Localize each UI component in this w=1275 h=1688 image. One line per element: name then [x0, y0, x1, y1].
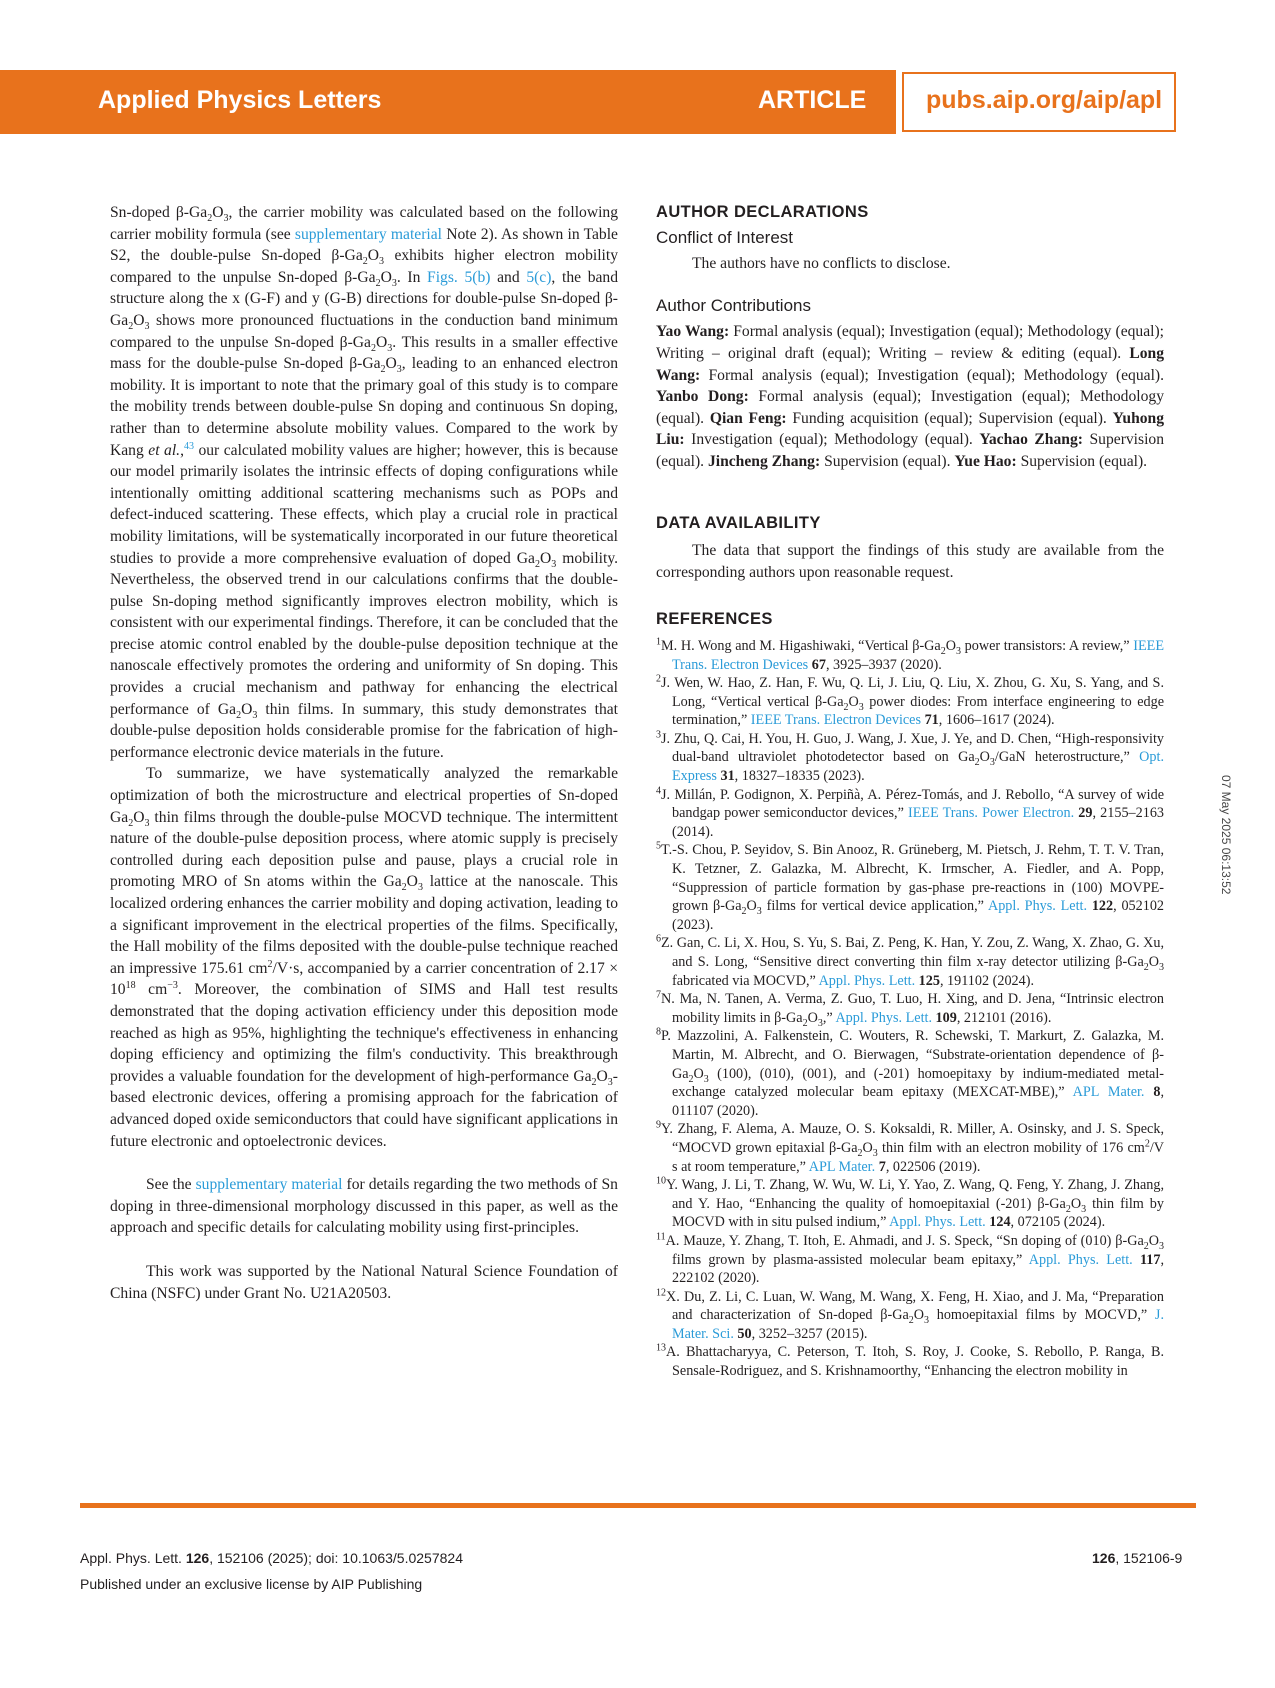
reference-item: $^{10}$Y. Wang, J. Li, T. Zhang, W. Wu, W. Li, Y. Yao, Z. Wang, Q. Feng, Y. Zhang, J. Zhang, and Y. Hao, “Enhancing the quality of homoepitaxial (-201) $\beta-Ga_2O_3$ thin film by MOCVD with in situ pulsed indium,” Appl. Phys. Lett. 124, 072105 (2024). — [656, 1175, 1164, 1231]
supplementary-material-link[interactable]: supplementary material — [294, 225, 442, 243]
journal-title: Applied Physics Letters — [98, 86, 382, 114]
journal-link[interactable]: IEEE Trans. Electron Devices — [672, 637, 1164, 673]
download-timestamp-stamp: 07 May 2025 06:13:52 — [1219, 775, 1233, 895]
reference-item: $^6$Z. Gan, C. Li, X. Hou, S. Yu, S. Bai, Z. Peng, K. Han, Y. Zou, Z. Wang, X. Zhao, G. Xu, and S. Long, “Sensitive direct converting thin film x-ray detector utilizing $\beta-Ga_2O_3$ fabricated via MOCVD,” Appl. Phys. Lett. 125, 191102 (2024). — [656, 933, 1164, 989]
author-contributions-text: Yao Wang: Formal analysis (equal); Investigation (equal); Methodology (equal); Writing – original draft (equal); Writing – review & editing (equal). Long Wang: Formal analysis (equal); Investigation (equal); Methodology (equal). Yanbo Dong: Formal analysis (equal); Investigation (equal); Methodology (equal). Qian Feng: Funding acquisition (equal); Supervision (equal). Yuhong Liu: Investigation (equal); Methodology (equal). Yachao Zhang: Supervision (equal). Jincheng Zhang: Supervision (equal). Yue Hao: Supervision (equal). — [656, 323, 1165, 470]
supplementary-material-link-2[interactable]: supplementary material — [195, 1176, 343, 1194]
article-type-label: ARTICLE — [758, 86, 867, 114]
figure-5b-link[interactable]: Figs. 5(b) — [427, 268, 491, 286]
conflict-of-interest-heading: Conflict of Interest — [656, 227, 794, 247]
data-availability-text: The data that support the findings of this study are available from the corresponding authors upon reasonable request. — [656, 542, 1164, 581]
journal-link[interactable]: IEEE Trans. Electron Devices — [750, 712, 922, 729]
author-contributions-heading: Author Contributions — [656, 295, 811, 315]
body-paragraph-1: Sn-doped $\beta-Ga_2O_3$, the carrier mobility was calculated based on the following carrier mobility formula (see supplementary material Note 2). As shown in Table S2, the double-pulse Sn-doped $\beta-Ga_2O_3$ exhibits higher electron mobility compared to the unpulse Sn-doped $\beta-Ga_2O_3$. In Figs. 5(b) and 5(c), the band structure along the x (G-F) and y (G-B) directions for double-pulse Sn-doped $\beta-Ga_2O_3$ shows more pronounced fluctuations in the conduction band minimum compared to the unpulse Sn-doped $\beta-Ga_2O_3$. This results in a smaller effective mass for the double-pulse Sn-doped $\beta-Ga_2O_3$, leading to an enhanced electron mobility. It is important to note that the primary goal of this study is to compare the mobility trends between double-pulse Sn doping and continuous Sn doping, rather than to determine absolute mobility values. Compared to the work by Kang et al.,$^{43}$ our calculated mobility values are higher; however, this is because our model primarily isolates the intrinsic effects of doping configurations while intentionally omitting additional scattering mechanisms such as POPs and defect-induced scattering. These effects, which play a crucial role in practical mobility limitations, will be systematically incorporated in our future theoretical studies to provide a more comprehensive evaluation of doped $Ga_2O_3$ mobility. Nevertheless, the observed trend in our calculations confirms that the double-pulse Sn-doping method significantly improves electron mobility, which is consistent with our experimental findings. Therefore, it can be concluded that the precise atomic control enabled by the double-pulse deposition technique at the nanoscale effectively promotes the ordering and uniformity of Sn doping. This provides a crucial mechanism and pathway for enhancing the electrical performance of $Ga_2O_3$ thin films. In summary, this study demonstrates that double-pulse deposition holds considerable promise for the fabrication of high-performance electronic device materials in the future. — [110, 204, 619, 761]
journal-link[interactable]: Appl. Phys. Lett. — [835, 1009, 932, 1026]
author-declarations-heading: AUTHOR DECLARATIONS — [656, 203, 869, 221]
journal-link[interactable]: Appl. Phys. Lett. — [889, 1214, 986, 1231]
license-line: Published under an exclusive license by AIP Publishing — [80, 1576, 423, 1592]
references-heading: REFERENCES — [656, 610, 773, 629]
reference-item: $^1$M. H. Wong and M. Higashiwaki, “Vertical $\beta-Ga_2O_3$ power transistors: A review,” IEEE Trans. Electron Devices 67, 3925–3937 (2020). — [656, 636, 1164, 673]
journal-link[interactable]: Appl. Phys. Lett. — [1028, 1251, 1133, 1268]
journal-link[interactable]: J. Mater. Sci. — [672, 1307, 1164, 1342]
left-column — [110, 202, 618, 1304]
reference-43-link[interactable]: 43 — [183, 440, 194, 452]
reference-item: $^5$T.-S. Chou, P. Seyidov, S. Bin Anooz, R. Grüneberg, M. Pietsch, J. Rehm, T. T. V. Tran, K. Tetzner, Z. Galazka, M. Albrecht, K. Irmscher, A. Fiedler, and A. Popp, “Suppression of particle formation by gas-phase pre-reactions in (100) MOVPE-grown $\beta-Ga_2O_3$ films for vertical device application,” Appl. Phys. Lett. 122, 052102 (2023). — [656, 840, 1165, 933]
figure-5c-link[interactable]: 5(c) — [526, 268, 552, 286]
reference-item: $^7$N. Ma, N. Tanen, A. Verma, Z. Guo, T. Luo, H. Xing, and D. Jena, “Intrinsic electron mobility limits in $\beta-Ga_2O_3$,” Appl. Phys. Lett. 109, 212101 (2016). — [656, 989, 1164, 1029]
journal-url-link[interactable]: pubs.aip.org/aip/apl — [926, 86, 1163, 114]
journal-link[interactable]: Appl. Phys. Lett. — [818, 972, 916, 989]
reference-item: $^9$Y. Zhang, F. Alema, A. Mauze, O. S. Koksaldi, R. Miller, A. Osinsky, and J. S. Speck, “MOCVD grown epitaxial $\beta-Ga_2O_3$ thin film with an electron mobility of 176 $cm^2/V$ s at room temperature,” APL Mater. 7, 022506 (2019). — [656, 1119, 1164, 1175]
journal-link[interactable]: Opt. Express — [672, 749, 1164, 785]
reference-item: $^{12}$X. Du, Z. Li, C. Luan, W. Wang, M. Wang, X. Feng, H. Xiao, and J. Ma, “Preparation and characterization of Sn-doped $\beta-Ga_2O_3$ homoepitaxial films by MOCVD,” J. Mater. Sci. 50, 3252–3257 (2015). — [656, 1286, 1164, 1342]
page-number: 126, 152106-9 — [1092, 1550, 1183, 1566]
citation-line: Appl. Phys. Lett. 126, 152106 (2025); doi: 10.1063/5.0257824 — [80, 1550, 463, 1566]
journal-link[interactable]: IEEE Trans. Power Electron. — [908, 805, 1075, 822]
journal-link[interactable]: Appl. Phys. Lett. — [987, 898, 1088, 915]
conflict-of-interest-text: The authors have no conflicts to disclose. — [692, 255, 951, 273]
reference-item: $^3$J. Zhu, Q. Cai, H. You, H. Guo, J. Wang, J. Xue, J. Ye, and D. Chen, “High-responsivity dual-band ultraviolet photodetector based on $Ga_2O_3$/GaN heterostructure,” Opt. Express 31, 18327–18335 (2023). — [656, 729, 1164, 785]
reference-item: $^8$P. Mazzolini, A. Falkenstein, C. Wouters, R. Schewski, T. Markurt, Z. Galazka, M. Martin, M. Albrecht, and O. Bierwagen, “Substrate-orientation dependence of $\beta-Ga_2O_3$ (100), (010), (001), and (-201) homoepitaxy by indium-mediated metal-exchange catalyzed molecular beam epitaxy (MEXCAT-MBE),” APL Mater. 8, 011107 (2020). — [656, 1026, 1165, 1119]
body-paragraph-2: To summarize, we have systematically analyzed the remarkable optimization of both the microstructure and electrical properties of Sn-doped $Ga_2O_3$ thin films through the double-pulse MOCVD technique. The intermittent nature of the double-pulse deposition process, where atomic supply is precisely controlled during each deposition pulse and pause, plays a crucial role in promoting MRO of Sn atoms within the $Ga_2O_3$ lattice at the nanoscale. This localized ordering enhances the carrier mobility and doping activation, leading to a significant improvement in the electrical properties of the films. Specifically, the Hall mobility of the films deposited with the double-pulse technique reached an impressive 175.61 $cm^2/V\cdot s$, accompanied by a carrier concentration of $2.17 \times 10^{18}$ $cm^{-3}$. Moreover, the combination of SIMS and Hall test results demonstrated that the doping activation efficiency under this deposition mode reached as high as 95%, highlighting the technique's effectiveness in enhancing doping efficiency and optimizing the film's conductivity. This breakthrough provides a valuable foundation for the development of high-performance $Ga_2O_3$-based electronic devices, offering a promising approach for the fabrication of advanced doped oxide semiconductors that could have significant applications in future electronic and optoelectronic devices. — [110, 765, 619, 1150]
supplementary-paragraph: See the supplementary material for details regarding the two methods of Sn doping in three-dimensional morphology discussed in this paper, as well as the approach and specific details for calculating mobility using first-principles. — [110, 1176, 618, 1237]
acknowledgment-paragraph: This work was supported by the National Natural Science Foundation of China (NSFC) under Grant No. U21A20503. — [110, 1262, 618, 1302]
footer-rule — [80, 1503, 1196, 1508]
reference-list — [656, 637, 1164, 1381]
right-column — [656, 202, 1164, 1381]
reference-item: $^{13}$A. Bhattacharyya, C. Peterson, T. Itoh, S. Roy, J. Cooke, S. Rebollo, P. Ranga, B. Sensale-Rodriguez, and S. Krishnamoorthy, “Enhancing the electron mobility in — [656, 1342, 1164, 1380]
data-availability-heading: DATA AVAILABILITY — [656, 513, 821, 532]
reference-item: $^2$J. Wen, W. Hao, Z. Han, F. Wu, Q. Li, J. Liu, Q. Liu, X. Zhou, G. Xu, S. Yang, and S. Long, “Vertical vertical $\beta-Ga_2O_3$ power diodes: From interface engineering to edge termination,” IEEE Trans. Electron Devices 71, 1606–1617 (2024). — [656, 673, 1164, 729]
journal-link[interactable]: APL Mater. — [1072, 1084, 1145, 1101]
reference-item: $^{11}$A. Mauze, Y. Zhang, T. Itoh, E. Ahmadi, and J. S. Speck, “Sn doping of (010) $\beta-Ga_2O_3$ films grown by plasma-assisted molecular beam epitaxy,” Appl. Phys. Lett. 117, 222102 (2020). — [656, 1231, 1164, 1287]
journal-link[interactable]: APL Mater. — [808, 1158, 876, 1175]
reference-item: $^4$J. Millán, P. Godignon, X. Perpiñà, A. Pérez-Tomás, and J. Rebollo, “A survey of wide bandgap power semiconductor devices,” IEEE Trans. Power Electron. 29, 2155–2163 (2014). — [656, 784, 1165, 840]
